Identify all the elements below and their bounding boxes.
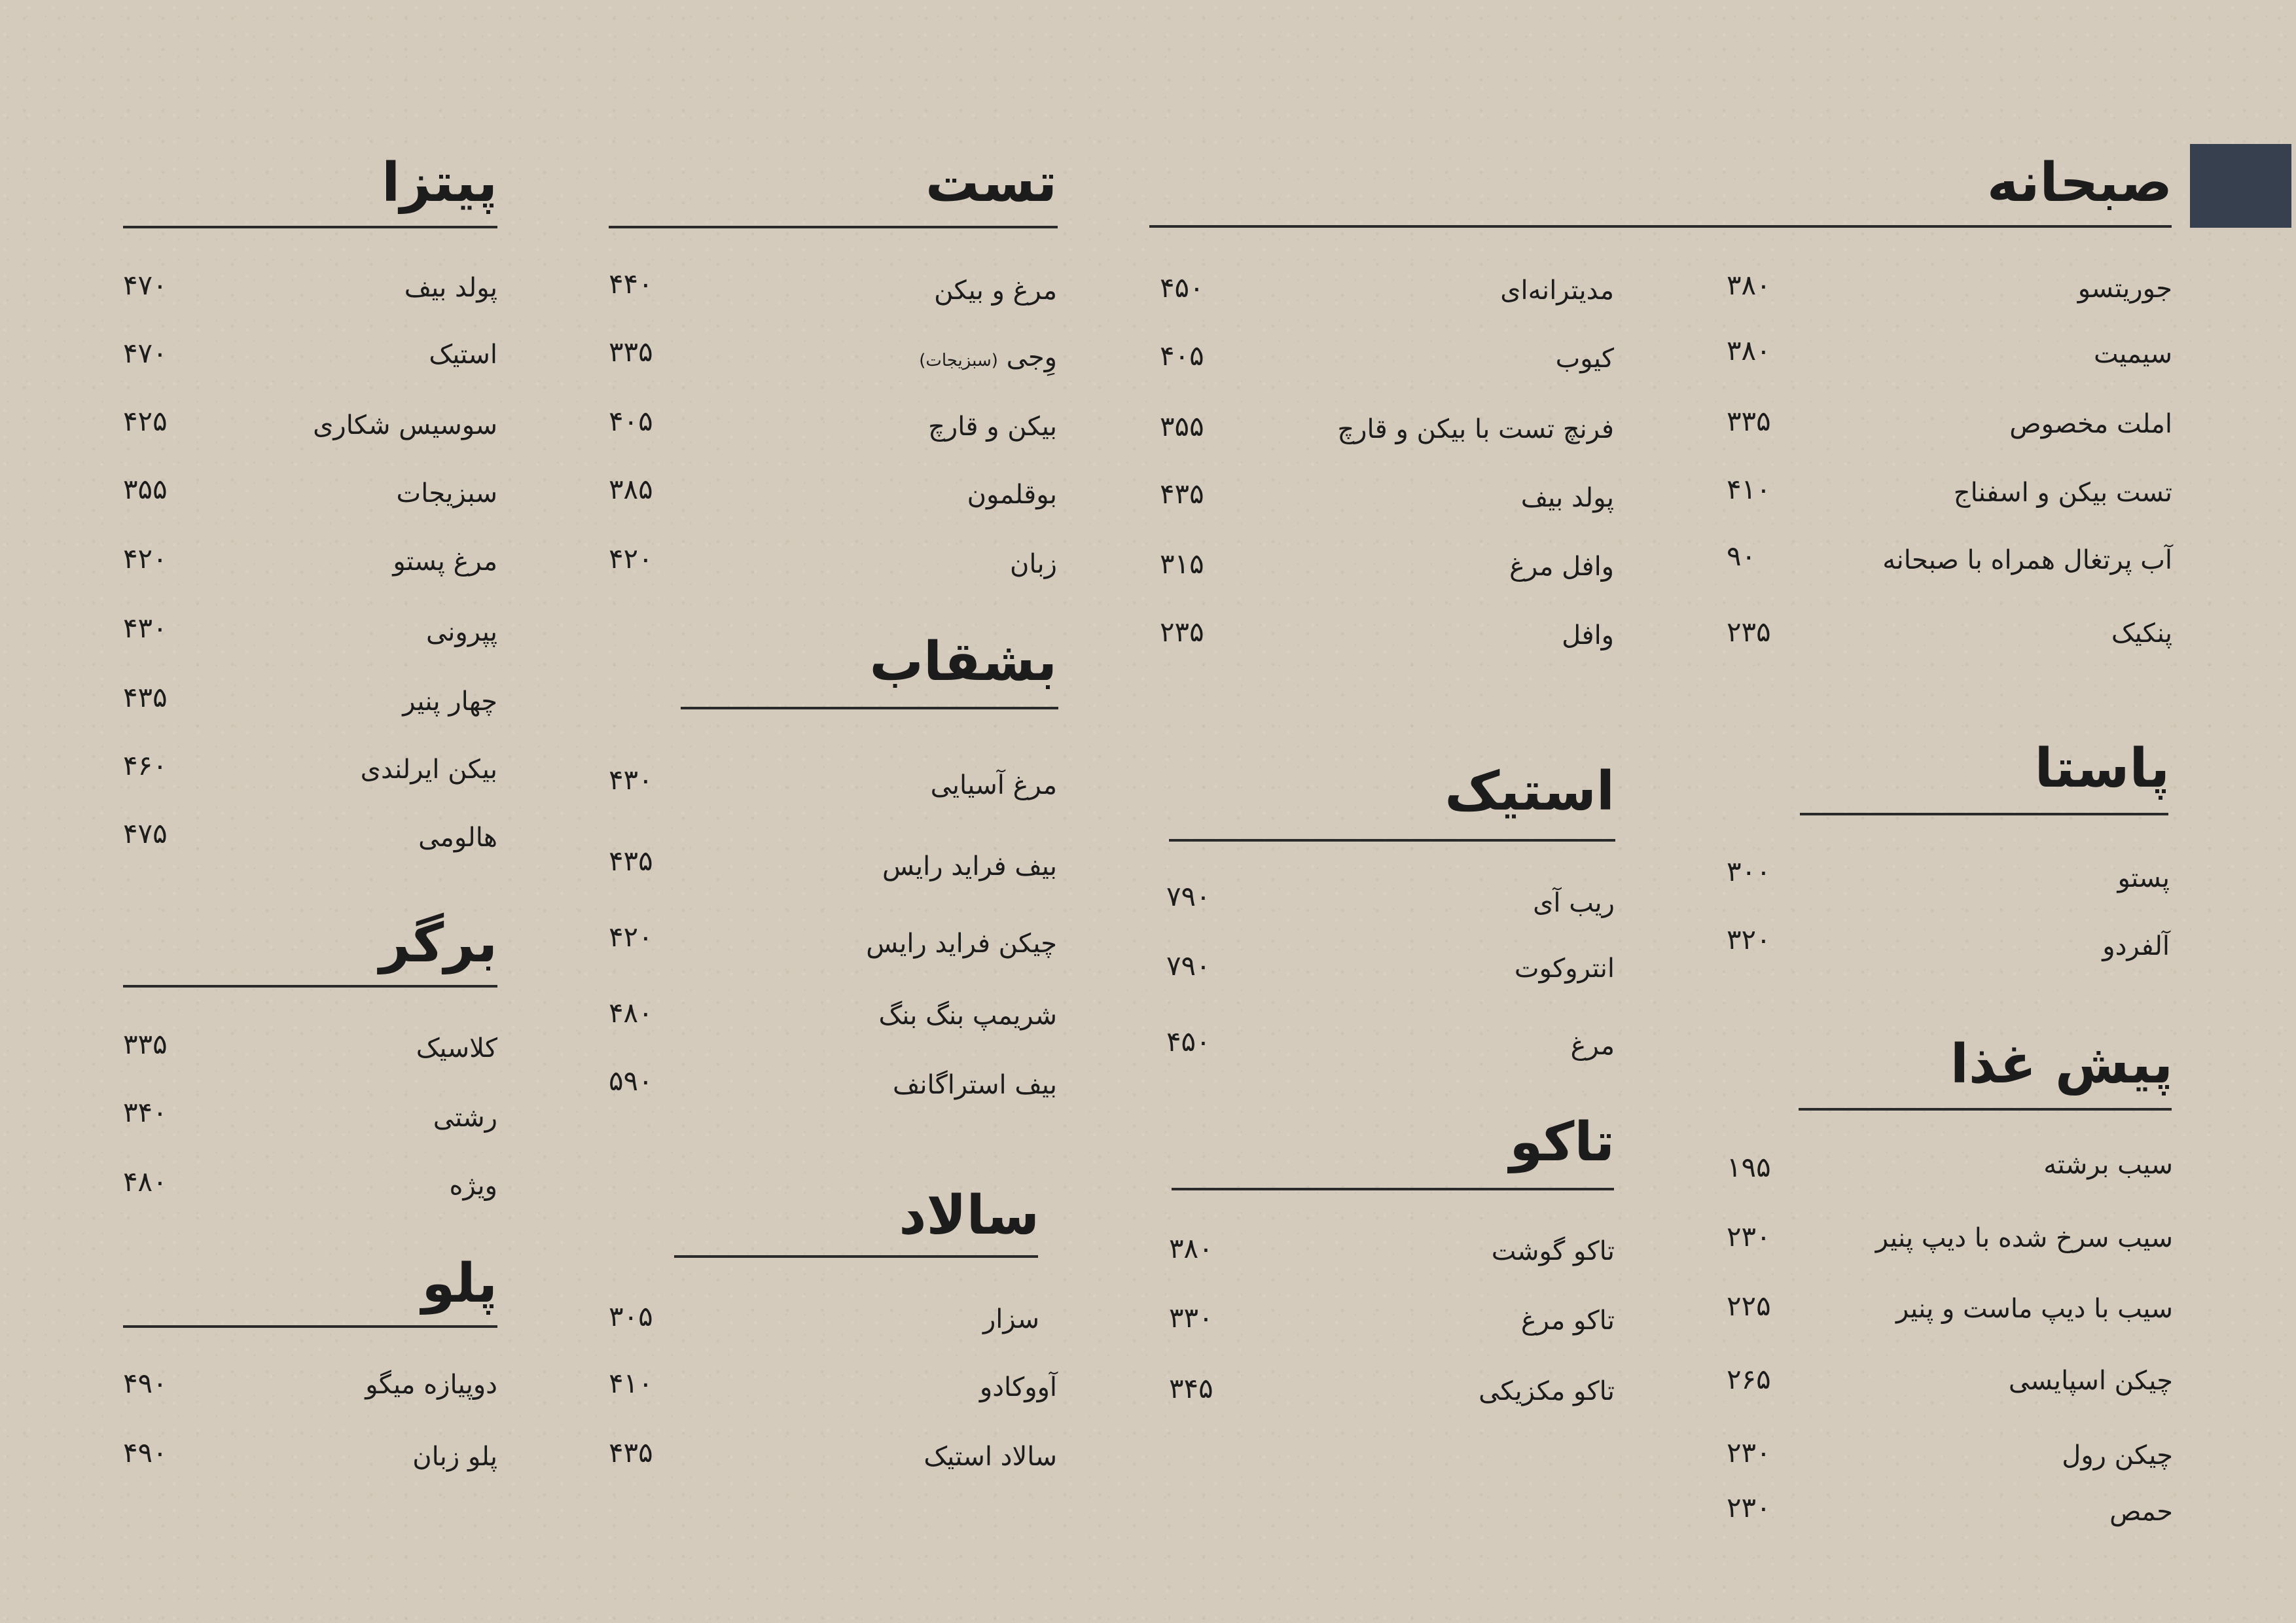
menu-item-price: ۴۸۰ [123, 1166, 168, 1198]
menu-item-name: کلاسیک [416, 1033, 497, 1063]
menu-item-name: سیب سرخ شده با دیپ پنیر [1875, 1223, 2173, 1253]
menu-item-price: ۴۷۵ [123, 817, 168, 849]
menu-item-name: حمص [2109, 1497, 2173, 1527]
menu-item-name: پولد بیف [1520, 483, 1614, 513]
menu-item-price: ۴۷۰ [123, 337, 168, 369]
menu-item-name: بوقلمون [967, 480, 1057, 510]
section-title-appetizer: پیش غذا [1950, 1033, 2173, 1096]
menu-item-price: ۳۱۵ [1160, 548, 1204, 580]
menu-item-name: پلو زبان [412, 1442, 497, 1472]
menu-item-price: ۳۳۵ [123, 1028, 168, 1060]
menu-item-name: سالاد استیک [924, 1442, 1057, 1472]
menu-item-name: پستو [2117, 863, 2170, 893]
menu-item-price: ۴۹۰ [123, 1436, 168, 1469]
menu-item-price: ۴۲۰ [123, 543, 168, 575]
menu-item-price: ۲۳۰ [1727, 1436, 1771, 1469]
menu-item-name: استیک [429, 340, 497, 370]
section-rule-plate [681, 707, 1058, 709]
section-rule-toast [609, 226, 1058, 228]
menu-item-price: ۳۳۵ [1727, 405, 1771, 437]
menu-item-price: ۴۳۵ [123, 681, 168, 713]
menu-item-price: ۲۲۵ [1727, 1290, 1771, 1322]
menu-item-name: چهار پنیر [403, 687, 497, 717]
section-rule-burger [123, 985, 497, 988]
menu-item-price: ۴۳۵ [609, 1436, 653, 1469]
menu-item-name: سزار [982, 1304, 1039, 1334]
menu-item-price: ۴۲۵ [123, 405, 168, 437]
section-title-breakfast: صبحانه [1986, 152, 2172, 214]
menu-item-price: ۴۱۰ [1727, 473, 1771, 505]
section-title-pizza: پیتزا [382, 152, 497, 214]
menu-item-price: ۵۹۰ [609, 1065, 653, 1097]
menu-item-price: ۴۲۰ [609, 543, 653, 575]
section-title-toast: تست [925, 152, 1057, 214]
section-title-plate: بشقاب [869, 631, 1057, 693]
menu-item-price: ۴۴۰ [609, 268, 653, 300]
menu-item-price: ۳۰۵ [609, 1300, 653, 1332]
menu-item-name: مرغ آسیایی [930, 770, 1057, 800]
menu-item-name: بیکن ایرلندی [360, 755, 497, 785]
menu-item-price: ۴۱۰ [609, 1367, 653, 1399]
menu-item-price: ۲۳۰ [1727, 1491, 1771, 1524]
menu-item-name: بیف فراید رایس [882, 851, 1057, 882]
section-rule-steak [1169, 839, 1615, 842]
menu-item-price: ۲۳۰ [1727, 1221, 1771, 1253]
menu-item-name: دوپیازه میگو [365, 1370, 497, 1400]
menu-item-name: آلفردو [2102, 931, 2170, 961]
menu-item-name: تاکو مرغ [1520, 1306, 1615, 1336]
section-title-salad: سالاد [899, 1185, 1039, 1247]
menu-item-name: چیکن اسپایسی [2008, 1366, 2173, 1396]
menu-item-name: چیکن فراید رایس [866, 929, 1057, 959]
menu-item-name: پولد بیف [404, 273, 497, 303]
menu-item-price: ۴۵۰ [1166, 1026, 1211, 1058]
menu-item-price: ۳۰۰ [1727, 855, 1771, 887]
section-title-pasta: پاستا [2034, 738, 2170, 800]
menu-item-name: چیکن رول [2062, 1440, 2173, 1471]
menu-item-price: ۳۸۵ [609, 473, 653, 505]
menu-item-price: ۷۹۰ [1166, 880, 1211, 912]
menu-item-price: ۴۷۰ [123, 269, 168, 301]
menu-item-name: وافل [1562, 620, 1614, 651]
menu-item-note: (سبزیجات) [919, 351, 998, 370]
menu-item-price: ۴۳۰ [609, 764, 653, 796]
menu-item-price: ۴۹۰ [123, 1367, 168, 1399]
menu-item-price: ۷۹۰ [1166, 950, 1211, 982]
menu-item-name: پپرونی [425, 617, 497, 647]
menu-item-price: ۳۸۰ [1727, 334, 1771, 366]
section-rule-pasta [1800, 813, 2168, 815]
menu-item-price: ۴۳۵ [1160, 478, 1204, 510]
menu-item-price: ۴۳۵ [609, 845, 653, 877]
menu-item-name: مرغ پستو [393, 546, 497, 577]
menu-item-name: ریب آی [1533, 888, 1615, 918]
menu-item-name: مرغ [1570, 1031, 1615, 1061]
menu-item-name: شریمپ بنگ بنگ [878, 1001, 1057, 1031]
section-title-steak: استیک [1444, 760, 1615, 823]
menu-item-price: ۴۰۵ [609, 405, 653, 437]
menu-item-price: ۳۴۵ [1169, 1372, 1213, 1404]
menu-item-price: ۲۶۵ [1727, 1363, 1771, 1395]
menu-item-name: تست بیکن و اسفناج [1953, 478, 2172, 508]
menu-item-name: سیب با دیپ ماست و پنیر [1895, 1294, 2173, 1324]
section-title-taco: تاکو [1509, 1111, 1615, 1173]
menu-item-price: ۴۶۰ [123, 749, 168, 781]
section-rule-salad [674, 1255, 1038, 1258]
menu-item-price: ۳۳۰ [1169, 1302, 1213, 1334]
section-title-burger: برگر [379, 912, 497, 974]
menu-item-price: ۴۵۰ [1160, 272, 1204, 304]
menu-item-label: وِجی [1006, 342, 1057, 372]
menu-item-name: سیب برشته [2043, 1150, 2173, 1180]
menu-item-price: ۲۳۵ [1160, 616, 1204, 648]
menu-item-price: ۲۳۵ [1727, 616, 1771, 648]
menu-item-name: ویژه [449, 1171, 497, 1201]
menu-item-price: ۳۲۰ [1727, 923, 1771, 955]
menu-item-price: ۳۳۵ [609, 336, 653, 368]
menu-item-name: فرنچ تست با بیکن و قارچ [1337, 414, 1614, 444]
menu-item-name [919, 339, 1057, 379]
menu-item-price: ۴۲۰ [609, 921, 653, 953]
menu-item-price: ۳۴۰ [123, 1096, 168, 1128]
menu-item-name: مدیترانه‌ای [1500, 276, 1614, 306]
section-rule-taco [1172, 1188, 1614, 1190]
menu-item-name: جوریتسو [2077, 274, 2172, 304]
menu-item-name: سیمیت [2093, 339, 2172, 369]
menu-item-name: سبزیجات [396, 478, 497, 508]
menu-item-name: رشتی [433, 1103, 497, 1133]
menu-item-name: کیوب [1555, 344, 1614, 374]
menu-item-name: املت مخصوص [2009, 409, 2172, 439]
section-rule-polo [123, 1325, 497, 1328]
menu-item-price: ۳۵۵ [123, 473, 168, 505]
menu-item-price: ۳۵۵ [1160, 410, 1204, 442]
menu-item-price: ۹۰ [1727, 540, 1757, 572]
menu-item-name: سوسیس شکاری [313, 410, 497, 440]
accent-block [2190, 144, 2291, 228]
menu-item-name: وافل مرغ [1509, 552, 1614, 582]
menu-item-price: ۳۸۰ [1169, 1232, 1213, 1264]
menu-item-price: ۱۹۵ [1727, 1151, 1771, 1183]
menu-item-name: بیف استراگانف [893, 1070, 1057, 1100]
section-rule-breakfast [1149, 225, 2172, 228]
menu-item-name: بیکن و قارچ [928, 412, 1057, 442]
menu-item-price: ۴۳۰ [123, 612, 168, 644]
menu-item-price: ۴۰۵ [1160, 340, 1204, 372]
section-rule-pizza [123, 226, 497, 228]
menu-item-name: پنکیک [2111, 618, 2172, 649]
menu-item-name: تاکو مکزیکی [1479, 1376, 1615, 1406]
menu-item-price: ۴۸۰ [609, 997, 653, 1029]
menu-item-name: تاکو گوشت [1491, 1236, 1615, 1266]
section-rule-appetizer [1799, 1108, 2172, 1111]
menu-item-name: هالومی [418, 823, 497, 853]
section-title-polo: پلو [422, 1253, 497, 1315]
menu-item-name: زبان [1009, 549, 1057, 579]
menu-item-name: مرغ و بیکن [934, 276, 1057, 306]
menu-item-name: انتروکوت [1514, 954, 1615, 984]
menu-item-price: ۳۸۰ [1727, 269, 1771, 301]
menu-item-name: آووکادو [979, 1372, 1057, 1402]
menu-item-name: آب پرتغال همراه با صبحانه [1882, 545, 2172, 575]
